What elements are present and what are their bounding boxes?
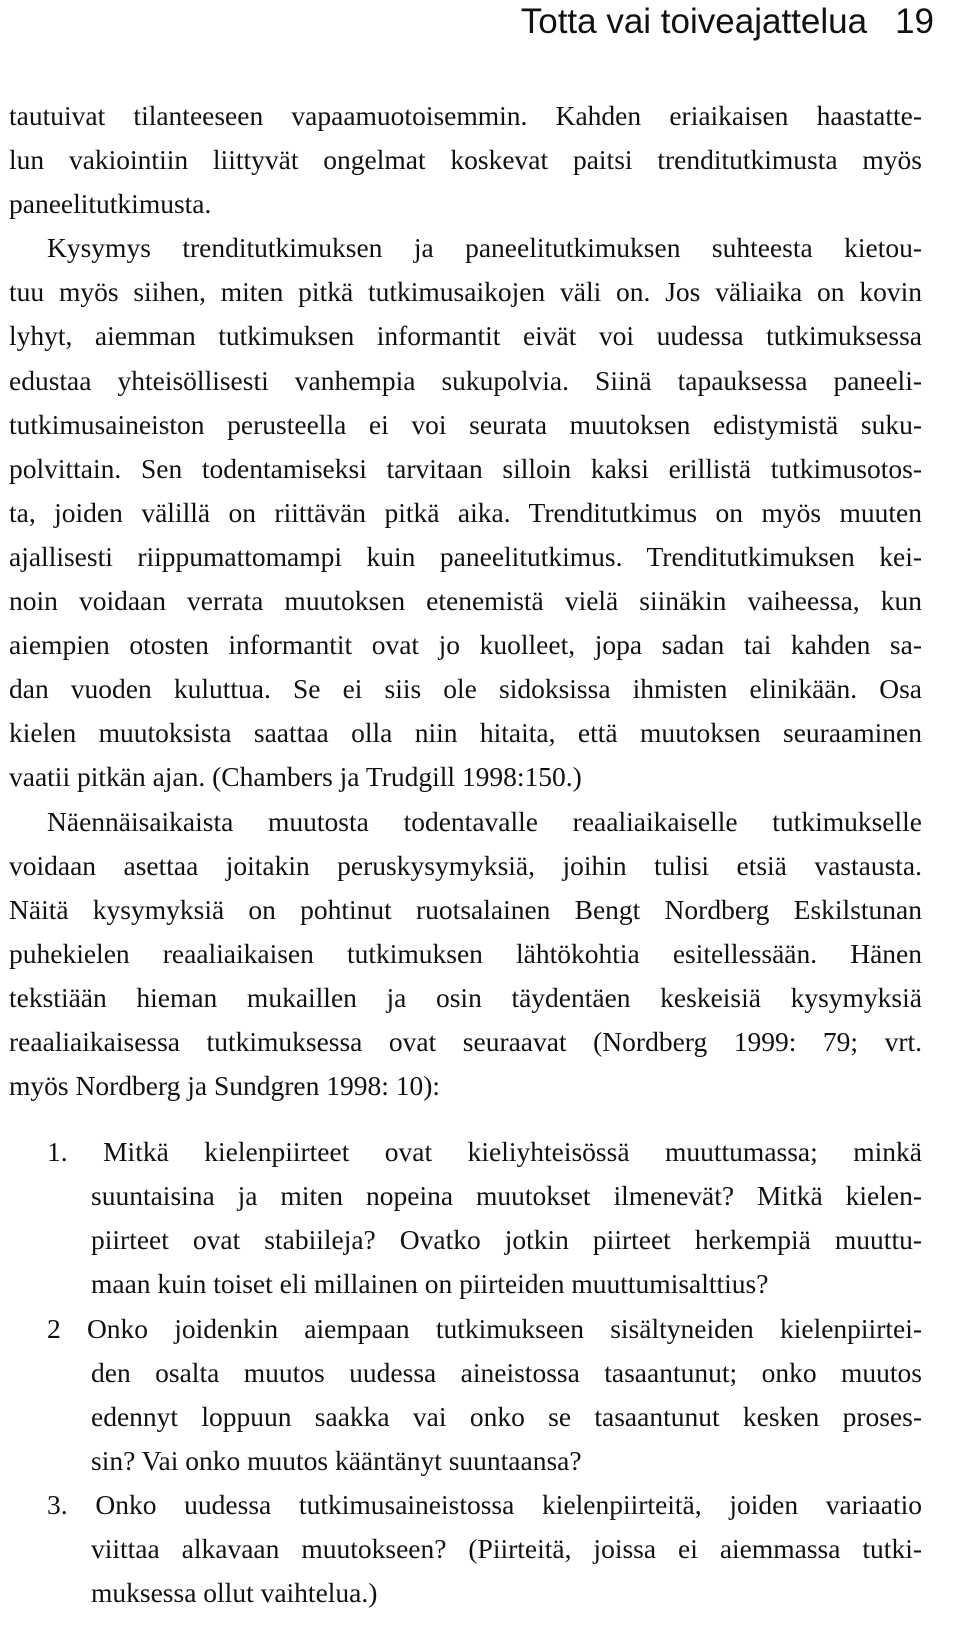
text-line: noin voidaan verrata muutoksen etenemistä vielä siinäkin vaiheessa, kun: [9, 585, 922, 617]
text-line: tekstiään hieman mukaillen ja osin täydentäen keskeisiä kysymyksiä: [9, 981, 922, 1013]
text-line: ta, joiden välillä on riittävän pitkä aika. Trenditutkimus on myös muuten: [9, 496, 922, 528]
text-line: myös Nordberg ja Sundgren 1998: 10):: [9, 1070, 441, 1102]
list-item-line: edennyt loppuun saakka vai onko se tasaantunut kesken proses-: [91, 1400, 922, 1432]
text-line: puhekielen reaaliaikaisen tutkimuksen lähtökohtia esitellessään. Hänen: [9, 937, 922, 969]
text-line: polvittain. Sen todentamiseksi tarvitaan silloin kaksi erillistä tutkimusotos-: [9, 452, 922, 484]
text-line: vaatii pitkän ajan. (Chambers ja Trudgill 1998:150.): [9, 761, 582, 793]
page-number: 19: [895, 2, 934, 41]
text-line: Näennäisaikaista muutosta todentavalle reaaliaikaiselle tutkimukselle: [47, 805, 922, 837]
text-line: tutkimusaineiston perusteella ei voi seurata muutoksen edistymistä suku-: [9, 408, 922, 440]
list-item-line: den osalta muutos uudessa aineistossa tasaantunut; onko muutos: [91, 1356, 922, 1388]
list-item-line: suuntaisina ja miten nopeina muutokset ilmenevät? Mitkä kielen-: [91, 1180, 922, 1212]
page-body: [9, 94, 922, 1615]
text-line: ajallisesti riippumattomampi kuin paneelitutkimus. Trenditutkimuksen kei-: [9, 540, 922, 572]
list-item-line: 1. Mitkä kielenpiirteet ovat kieliyhteisössä muuttumassa; minkä: [47, 1136, 922, 1168]
text-line: lun vakiointiin liittyvät ongelmat koskevat paitsi trenditutkimusta myös: [9, 144, 922, 176]
text-line: paneelitutkimusta.: [9, 188, 212, 220]
text-line: tautuivat tilanteeseen vapaamuotoisemmin. Kahden eriaikaisen haastatte-: [9, 100, 922, 131]
list-item-line: piirteet ovat stabiileja? Ovatko jotkin piirteet herkempiä muuttu-: [91, 1224, 922, 1256]
list-spacing: [9, 1108, 922, 1130]
text-line: dan vuoden kuluttua. Se ei siis ole sidoksissa ihmisten elinikään. Osa: [9, 673, 922, 705]
text-line: aiempien otosten informantit ovat jo kuolleet, jopa sadan tai kahden sa-: [9, 629, 922, 661]
text-line: Kysymys trenditutkimuksen ja paneelitutkimuksen suhteesta kietou-: [47, 232, 922, 264]
text-line: tuu myös siihen, miten pitkä tutkimusaikojen väli on. Jos väliaika on kovin: [9, 276, 922, 308]
list-item-line: muksessa ollut vaihtelua.): [91, 1577, 378, 1609]
running-header: [521, 0, 934, 44]
list-item-line: viittaa alkavaan muutokseen? (Piirteitä, joissa ei aiemmassa tutki-: [91, 1533, 922, 1564]
list-item-line: 2 Onko joidenkin aiempaan tutkimukseen sisältyneiden kielenpiirtei-: [47, 1312, 922, 1344]
text-line: lyhyt, aiemman tutkimuksen informantit eivät voi uudessa tutkimuksessa: [9, 320, 922, 352]
running-header-title: Totta vai toiveajattelua: [520, 2, 868, 41]
text-line: reaaliaikaisessa tutkimuksessa ovat seuraavat (Nordberg 1999: 79; vrt.: [9, 1025, 922, 1057]
text-line: edustaa yhteisöllisesti vanhempia sukupolvia. Siinä tapauksessa paneeli-: [9, 364, 922, 396]
text-line: voidaan asettaa joitakin peruskysymyksiä, joihin tulisi etsiä vastausta.: [9, 849, 922, 881]
text-line: Näitä kysymyksiä on pohtinut ruotsalainen Bengt Nordberg Eskilstunan: [9, 893, 922, 925]
list-item-line: 3. Onko uudessa tutkimusaineistossa kielenpiirteitä, joiden variaatio: [47, 1488, 922, 1520]
list-item-line: sin? Vai onko muutos kääntänyt suuntaansa?: [91, 1444, 582, 1476]
list-item-line: maan kuin toiset eli millainen on piirteiden muuttumisalttius?: [91, 1268, 769, 1300]
text-line: kielen muutoksista saattaa olla niin hitaita, että muutoksen seuraaminen: [9, 717, 922, 749]
